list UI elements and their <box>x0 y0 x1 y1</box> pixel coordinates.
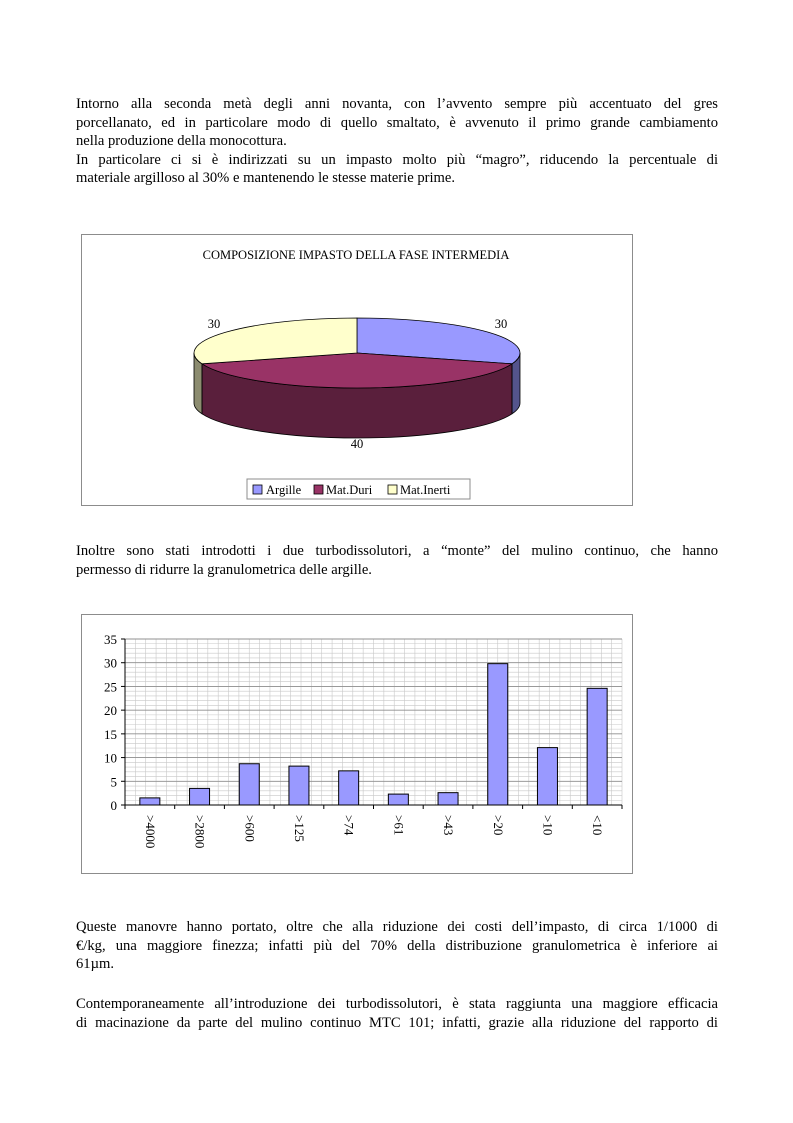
text-line: In particolare ci si è indirizzati su un impasto molto più “magro”, riducendo la percentuale di <box>76 151 718 168</box>
legend-swatch-argille <box>253 485 262 494</box>
legend-swatch-mat-duri <box>314 485 323 494</box>
x-tick-label: <10 <box>590 815 606 836</box>
bar-8 <box>537 748 557 805</box>
y-tick-label: 20 <box>104 703 117 719</box>
text-line: materiale argilloso al 30% e mantenendo le stesse materie prime. <box>76 170 456 187</box>
pie-chart <box>82 235 632 505</box>
bar-chart <box>82 615 632 873</box>
x-tick-label: >125 <box>291 815 307 842</box>
text-line: porcellanato, ed in particolare modo di quello smaltato, è avvenuto il primo grande cambiamento <box>76 114 718 131</box>
text-line: Queste manovre hanno portato, oltre che alla riduzione dei costi dell’impasto, di circa 1/1000 di <box>76 919 718 935</box>
x-tick-label: >43 <box>441 815 457 836</box>
pie-chart-title: COMPOSIZIONE IMPASTO DELLA FASE INTERMEDIA <box>202 248 510 262</box>
pie-chart-frame <box>81 234 633 506</box>
text-line: di macinazione da parte del mulino continuo MTC 101; infatti, grazie alla riduzione del rapporto di <box>76 1014 718 1031</box>
y-tick-label: 15 <box>104 726 117 742</box>
pie-legend <box>247 479 470 499</box>
x-tick-label: >600 <box>242 815 258 842</box>
bar-7 <box>488 664 508 805</box>
x-tick-label: >2800 <box>192 815 208 849</box>
bar-2 <box>239 764 259 805</box>
bar-4 <box>339 771 359 805</box>
x-tick-label: >74 <box>341 815 357 836</box>
x-tick-label: >20 <box>490 815 506 836</box>
legend-label-mat-inerti: Mat.Inerti <box>400 483 451 497</box>
y-tick-label: 30 <box>104 655 117 671</box>
x-tick-label: >4000 <box>142 815 158 849</box>
bar-9 <box>587 688 607 805</box>
y-tick-label: 5 <box>110 774 117 790</box>
bar-3 <box>289 766 309 805</box>
text-line: €/kg, una maggiore finezza; infatti più del 70% della distribuzione granulometrica è inferiore ai <box>76 937 718 954</box>
text-line: 61µm. <box>76 956 115 973</box>
pie-data-label-mat-duri: 40 <box>350 437 364 451</box>
pie-data-label-mat-inerti: 30 <box>207 317 221 331</box>
text-line: Contemporaneamente all’introduzione dei turbodissolutori, è stata raggiunta una maggiore efficacia <box>76 996 718 1012</box>
x-tick-label: >10 <box>540 815 556 836</box>
y-tick-label: 35 <box>104 632 117 647</box>
y-tick-label: 0 <box>110 798 117 813</box>
y-tick-label: 10 <box>104 750 117 766</box>
bar-0 <box>140 798 160 805</box>
text-line: Intorno alla seconda metà degli anni novanta, con l’avvento sempre più accentuato del gres <box>76 96 718 112</box>
bar-5 <box>388 794 408 805</box>
legend-swatch-mat-inerti <box>388 485 397 494</box>
bar-6 <box>438 793 458 805</box>
x-tick-label: >61 <box>391 815 407 836</box>
text-line: permesso di ridurre la granulometrica delle argille. <box>76 561 372 578</box>
bar-chart-frame <box>81 614 633 874</box>
pie-data-label-argille: 30 <box>494 317 508 331</box>
paragraph-intro <box>76 95 718 188</box>
text-line: nella produzione della monocottura. <box>76 133 287 150</box>
paragraph-turbodissolutori <box>76 542 718 579</box>
paragraph-mulino <box>76 995 718 1032</box>
legend-label-argille: Argille <box>266 483 302 497</box>
bar-1 <box>190 788 210 805</box>
y-tick-label: 25 <box>104 679 117 695</box>
legend-label-mat-duri: Mat.Duri <box>326 483 373 497</box>
text-line: Inoltre sono stati introdotti i due turbodissolutori, a “monte” del mulino continuo, che hanno <box>76 543 718 559</box>
paragraph-risultati <box>76 918 718 974</box>
